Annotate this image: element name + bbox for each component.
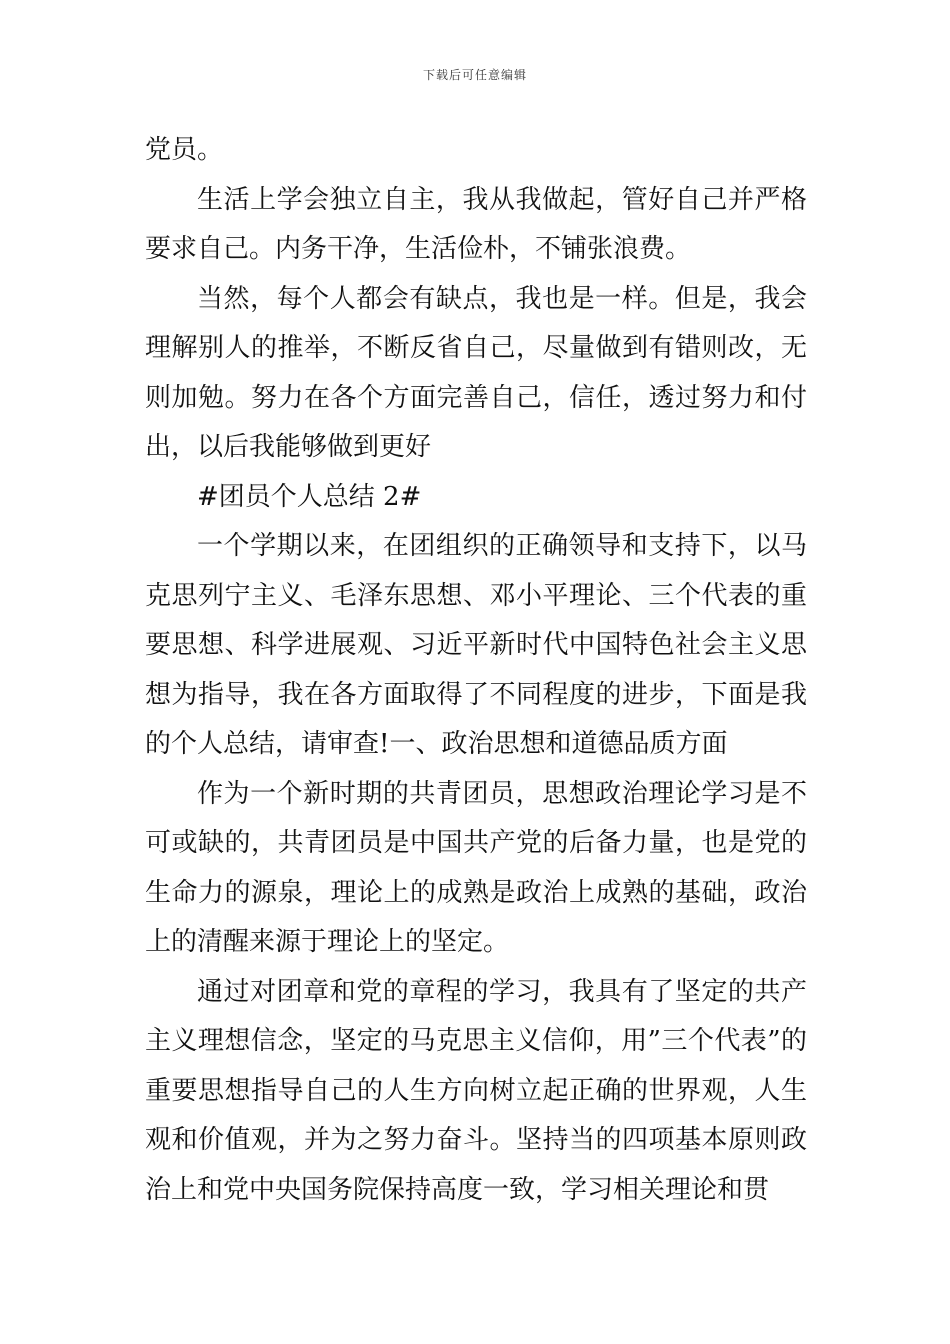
header-note: 下载后可任意编辑	[422, 68, 527, 82]
paragraph-study: 通过对团章和党的章程的学习，我具有了坚定的共产主义理想信念，坚定的马克思主义信仰，用”三个代表”的重要思想指导自己的人生方向树立起正确的世界观，人生观和价值观，并为之努力奋斗。坚持当的四项基本原则政治上和党中央国务院保持高度一致，学习相关理论和贯	[145, 976, 807, 1205]
paragraph-league-member: 作为一个新时期的共青团员，思想政治理论学习是不可或缺的，共青团员是中国共产党的后备力量，也是党的生命力的源泉，理论上的成熟是政治上成熟的基础，政治上的清醒来源于理论上的坚定。	[145, 778, 807, 957]
paragraph-continuation: 党员。	[145, 135, 224, 165]
document-body	[145, 126, 807, 1215]
section-heading: #团员个人总结 2#	[197, 481, 422, 512]
paragraph-life: 生活上学会独立自主，我从我做起，管好自己并严格要求自己。内务干净，生活俭朴，不铺张浪费。	[145, 184, 807, 264]
paragraph-semester: 一个学期以来，在团组织的正确领导和支持下，以马克思列宁主义、毛泽东思想、邓小平理论、三个代表的重要思想、科学进展观、习近平新时代中国特色社会主义思想为指导，我在各方面取得了不同程度的进步，下面是我的个人总结，请审查!一、政治思想和道德品质方面	[145, 531, 807, 759]
paragraph-shortcomings: 当然，每个人都会有缺点，我也是一样。但是，我会理解别人的推举，不断反省自己，尽量做到有错则改，无则加勉。努力在各个方面完善自己，信任，透过努力和付出，以后我能够做到更好	[145, 283, 807, 462]
